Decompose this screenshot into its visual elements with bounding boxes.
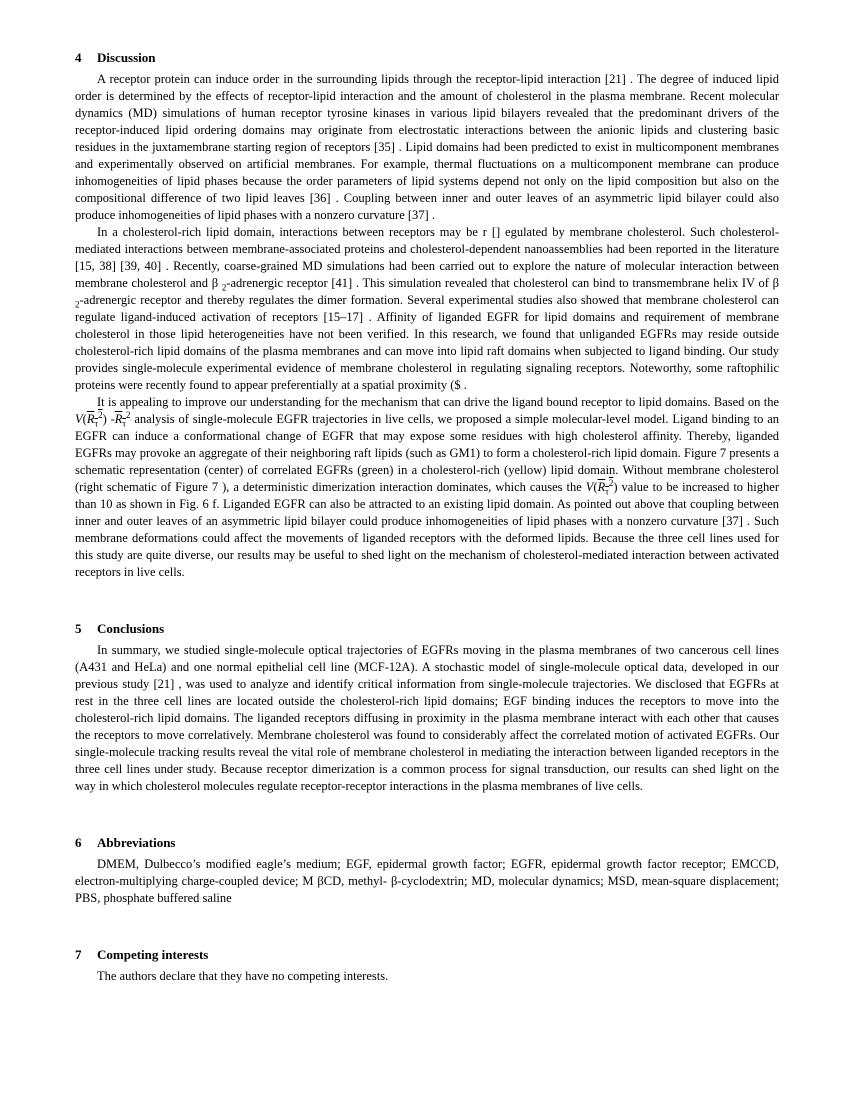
section-abbreviations bbox=[75, 835, 779, 907]
math-var: V bbox=[75, 412, 83, 426]
section-heading bbox=[75, 621, 779, 637]
section-title: Conclusions bbox=[97, 621, 165, 636]
math-var: V bbox=[585, 480, 594, 494]
math-var: R bbox=[597, 480, 606, 494]
math-var: R bbox=[114, 412, 123, 426]
math-subscript: 2 bbox=[75, 299, 80, 310]
math-subscript: τ bbox=[122, 418, 127, 429]
math-overline bbox=[597, 477, 614, 497]
paragraph: The authors declare that they have no competing interests. bbox=[97, 969, 389, 983]
math-subscript: 2 bbox=[221, 282, 227, 293]
section-number: 4 bbox=[75, 50, 82, 65]
paragraph: In a cholesterol-rich lipid domain, interactions between receptors may be r [] egulated by membrane cholesterol. Such cholesterol-mediated interactions between membrane-associated proteins and cholesterol-dependent nanoassemblies had been reported in the literature [15, 38] [39, 40] . Recently, coarse-grained MD simulations had been carried out to explore the nature of molecular interaction between membrane cholesterol and β $_2$-adrenergic receptor [41] . This simulation revealed that cholesterol can bind to transmembrane helix IV of β $_2$-adrenergic receptor and thereby regulates the dimer formation. Several experimental studies also showed that membrane cholesterol can regulate ligand-induced activation of receptors [15–17] . Affinity of liganded EGFR for lipid domains and requirement of membrane cholesterol in those lipid heterogeneities have not been verified. In this research, we found that unliganded EGFRs may reside outside cholesterol-rich lipid domains of the plasma membranes and can move into lipid raft domains when subjected to ligand binding. Our study provides single-molecule experimental evidence of membrane cholesterol in regulating signaling receptors. Noteworthy, some raftophilic proteins were recently found to appear preferentially at a spatial proximity ($ . bbox=[75, 225, 779, 392]
math-var: R bbox=[86, 412, 95, 426]
section-number: 5 bbox=[75, 621, 82, 636]
math-subscript: τ bbox=[605, 486, 609, 497]
section-title: Competing interests bbox=[97, 947, 209, 962]
math-superscript: 2 bbox=[608, 477, 614, 488]
section-competing-interests bbox=[75, 947, 779, 985]
math-superscript: 2 bbox=[126, 409, 131, 420]
math-overline bbox=[86, 409, 103, 429]
section-number: 6 bbox=[75, 835, 82, 850]
section-heading bbox=[75, 947, 779, 963]
section-conclusions bbox=[75, 621, 779, 795]
paragraph: A receptor protein can induce order in the surrounding lipids through the receptor-lipid interaction [21] . The degree of induced lipid order is determined by the effects of receptor-lipid interaction and the amount of cholesterol in the plasma membrane. Recent molecular dynamics (MD) simulations of human receptor tyrosine kinases in various lipid bilayers revealed that the predominant drivers of the receptor-induced lipid ordering domains may originate from electrostatic interactions between the anionic lipids and clustering basic residues in the juxtamembrane starting region of receptors [35] . Lipid domains had been predicted to exist in multicomponent membranes and experimentally observed on artificial membranes. For example, thermal fluctuations on a multicomponent membrane can produce inhomogeneities of lipid phases because the order parameters of lipid systems depend not only on the lipid composition but also on the compositional difference of two lipid leaves [36] . Coupling between inner and outer leaves of an asymmetric lipid bilayer could also produce inhomogeneities of lipid phases with a nonzero curvature [37] . bbox=[75, 72, 779, 222]
section-heading bbox=[75, 835, 779, 851]
section-discussion bbox=[75, 50, 779, 581]
paragraph: It is appealing to improve our understanding for the mechanism that can drive the ligand bound receptor to lipid domains. Based on the $V(R_\tau^2)$ $-R_\tau^2$ analysis of single-molecule EGFR trajectories in live cells, we proposed a simple molecular-level model. Ligand binding to an EGFR can induce a conformational change of EGFR that may expose some residues with high cholesterol affinity. Thereby, liganded EGFRs may provoke an aggregate of their neighboring raft lipids (such as GM1) to form a cholesterol-rich lipid domain. Figure 7 presents a schematic representation (center) of correlated EGFRs (green) in a cholesterol-rich (yellow) lipid domain. Without membrane cholesterol (right schematic of Figure 7 ), a deterministic dimerization interaction dominates, which causes the $V(R_\tau^2)$ value to be increased to higher than 10 as shown in Fig. 6 f. Liganded EGFR can also be attracted to an existing lipid domain. As pointed out above that coupling between inner and outer leaves of an asymmetric lipid bilayer could produce inhomogeneities of lipid phases with a nonzero curvature [37] . Such membrane deformations could affect the movements of liganded receptors with the deformed lipids. Because the three cell lines used for this study are quite diverse, our results may be useful to shed light on the mechanism of cholesterol-mediated interaction between activated receptors in live cells. bbox=[75, 395, 779, 579]
paragraph: In summary, we studied single-molecule optical trajectories of EGFRs moving in the plasma membranes of two cancerous cell lines (A431 and HeLa) and one normal epithelial cell line (MCF-12A). A stochastic model of single-molecule optical data, developed in our previous study [21] , was used to analyze and identify critical information from single-molecule trajectories. We disclosed that EGFRs at rest in the three cell lines are located outside the cholesterol-rich lipid domains; EGF binding induces the receptors to move into the cholesterol-rich lipid domains. The liganded receptors diffusing in proximity in the plasma membrane interact with each other that causes the receptors to move correlatively. Membrane cholesterol was found to considerably affect the correlated motion of activated EGFRs. Our single-molecule tracking results reveal the vital role of membrane cholesterol in mediating the interaction between liganded receptors in the three cell lines under study. Because receptor dimerization is a common process for signal transduction, our results can shed light on the way in which cholesterol molecules regulate receptor-receptor interactions in the plasma membranes of live cells. bbox=[75, 643, 779, 793]
math-overline bbox=[114, 412, 127, 429]
paragraph: DMEM, Dulbecco’s modified eagle’s medium; EGF, epidermal growth factor; EGFR, epidermal growth factor receptor; EMCCD, electron-multiplying charge-coupled device; M βCD, methyl- β-cyclodextrin; MD, molecular dynamics; MSD, mean-square displacement; PBS, phosphate buffered saline bbox=[75, 857, 779, 905]
math-superscript: 2 bbox=[98, 409, 103, 420]
section-title: Abbreviations bbox=[97, 835, 176, 850]
page-content bbox=[75, 50, 779, 985]
math-subscript: τ bbox=[94, 418, 99, 429]
section-heading bbox=[75, 50, 779, 66]
section-title: Discussion bbox=[97, 50, 156, 65]
section-number: 7 bbox=[75, 947, 82, 962]
